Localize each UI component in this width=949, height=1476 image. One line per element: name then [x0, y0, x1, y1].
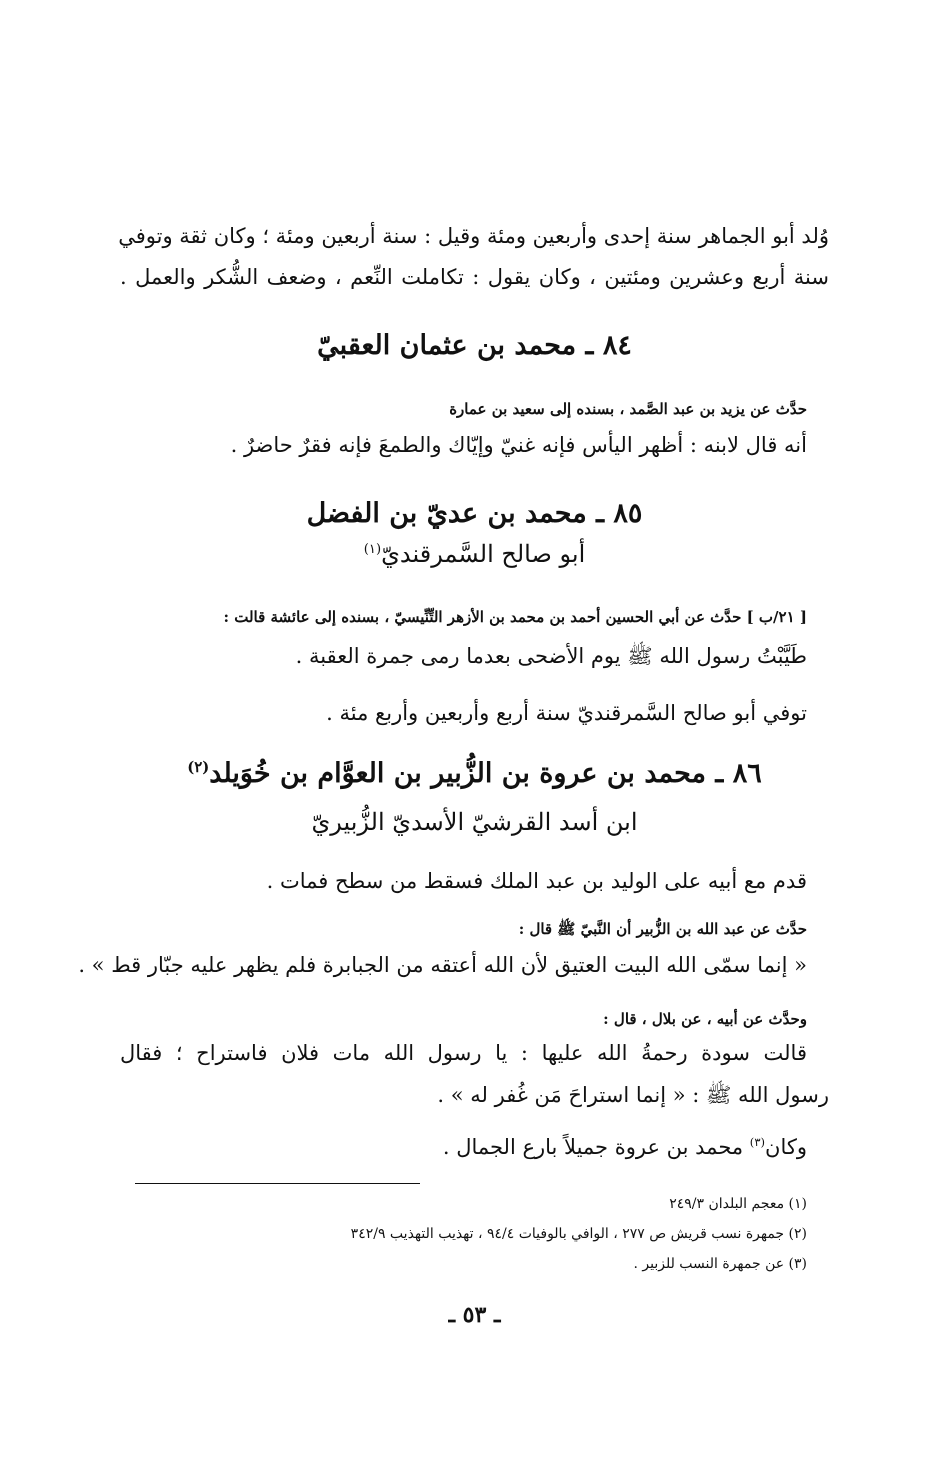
- entry-85-death-block: [120, 700, 807, 727]
- closing-prefix: وكان: [765, 1135, 807, 1159]
- paragraph-line: [120, 1134, 807, 1161]
- entry-86-isnad1-block: [120, 920, 807, 942]
- footnote-marker: (٢): [187, 758, 210, 776]
- heading-text: ٨٦ ـ محمد بن عروة بن الزُّبير بن العوَّام بن خُوَيلد: [209, 758, 762, 789]
- footnote-divider: [135, 1183, 420, 1184]
- isnad-line: حدَّث عن عبد الله بن الزُّبير أن النَّبيّ ﷺ قال :: [518, 920, 807, 938]
- paragraph-line: طَيَّبْتُ رسول الله ﷺ يوم الأضحى بعدما رمى جمرة العقبة .: [295, 644, 807, 668]
- paragraph-line: أنه قال لابنه : أظهر اليأس فإنه غنيّ وإيّاك والطمعَ فإنه فقرٌ حاضرٌ .: [230, 433, 807, 457]
- entry-86-text1-block: [120, 868, 807, 895]
- page-number: ـ ٥٣ ـ: [448, 1302, 501, 1328]
- entry-84-heading-block: [120, 330, 829, 361]
- entry-subheading: ابن أسد القرشيّ الأسديّ الزُّبيريّ: [311, 808, 638, 836]
- entry-86-hadith2-line1-block: [120, 1040, 807, 1067]
- paragraph-line: توفي أبو صالح السَّمرقنديّ سنة أربع وأربعين وأربع مئة .: [326, 701, 807, 725]
- paragraph-line: قالت سودة رحمةُ الله عليها : يا رسول الله مات فلان فاستراح ؛ فقال: [120, 1041, 807, 1065]
- footnote: (١) معجم البلدان ٢٤٩/٣: [669, 1196, 807, 1212]
- entry-83-tail-2: [120, 264, 829, 291]
- entry-86-subheading-block: [120, 808, 829, 836]
- footnote-marker: (١): [363, 542, 382, 557]
- entry-86-isnad2-block: [120, 1010, 807, 1028]
- paragraph-line: رسول الله ﷺ : « إنما استراحَ مَن غُفر له » .: [437, 1083, 829, 1107]
- entry-86-heading-block: [120, 758, 829, 789]
- entry-86-closing-block: [120, 1134, 807, 1161]
- footnote-block-3: [120, 1256, 807, 1272]
- entry-85-isnad-block: [120, 608, 807, 626]
- isnad-line: حدَّث عن يزيد بن عبد الصَّمد ، بسنده إلى سعيد بن عمارة: [449, 400, 807, 418]
- paragraph-line: « إنما سمّى الله البيت العتيق لأن الله أعتقه من الجبابرة فلم يظهر عليه جبّار قط » .: [78, 953, 807, 977]
- paragraph-line: وُلد أبو الجماهر سنة إحدى وأربعين ومئة وقيل : سنة أربعين ومئة ؛ وكان ثقة وتوفي: [118, 224, 829, 248]
- closing-rest: محمد بن عروة جميلاً بارع الجمال .: [442, 1135, 750, 1159]
- footnote-marker: (٣): [749, 1135, 766, 1149]
- entry-heading: ٨٥ ـ محمد بن عديّ بن الفضل: [306, 498, 643, 529]
- isnad-line: [ ٢١/ب ] حدَّث عن أبي الحسين أحمد بن محمد بن الأزهر التِّنِّيسيّ ، بسنده إلى عائشة قالت :: [223, 608, 807, 626]
- entry-84-isnad-block: [120, 400, 807, 418]
- entry-84-text-block: [120, 432, 807, 459]
- entry-86-hadith1-block: [78, 952, 807, 979]
- footnote-block-1: [120, 1196, 807, 1212]
- paragraph-line: قدم مع أبيه على الوليد بن عبد الملك فسقط من سطح فمات .: [266, 869, 807, 893]
- entry-83-tail: [120, 223, 829, 250]
- footnote: (٢) جمهرة نسب قريش ص ٢٧٧ ، الوافي بالوفيات ٩٤/٤ ، تهذيب التهذيب ٣٤٢/٩: [350, 1226, 807, 1242]
- paragraph-line: سنة أربع وعشرين ومئتين ، وكان يقول : تكاملت النِّعم ، وضعف الشُّكر والعمل .: [120, 265, 829, 289]
- entry-heading: [120, 758, 829, 789]
- entry-85-subheading-block: [120, 540, 829, 568]
- isnad-line: وحدَّث عن أبيه ، عن بلال ، قال :: [603, 1010, 807, 1028]
- footnote: (٣) عن جمهرة النسب للزبير .: [633, 1256, 807, 1272]
- entry-86-hadith2-line2-block: [120, 1082, 829, 1109]
- entry-subheading: [120, 540, 829, 568]
- footnote-block-2: [120, 1226, 807, 1242]
- entry-85-heading-block: [120, 498, 829, 529]
- entry-85-text-block: [120, 643, 807, 670]
- subheading-text: أبو صالح السَّمرقنديّ: [381, 540, 586, 568]
- entry-heading: ٨٤ ـ محمد بن عثمان العقبيّ: [317, 330, 632, 361]
